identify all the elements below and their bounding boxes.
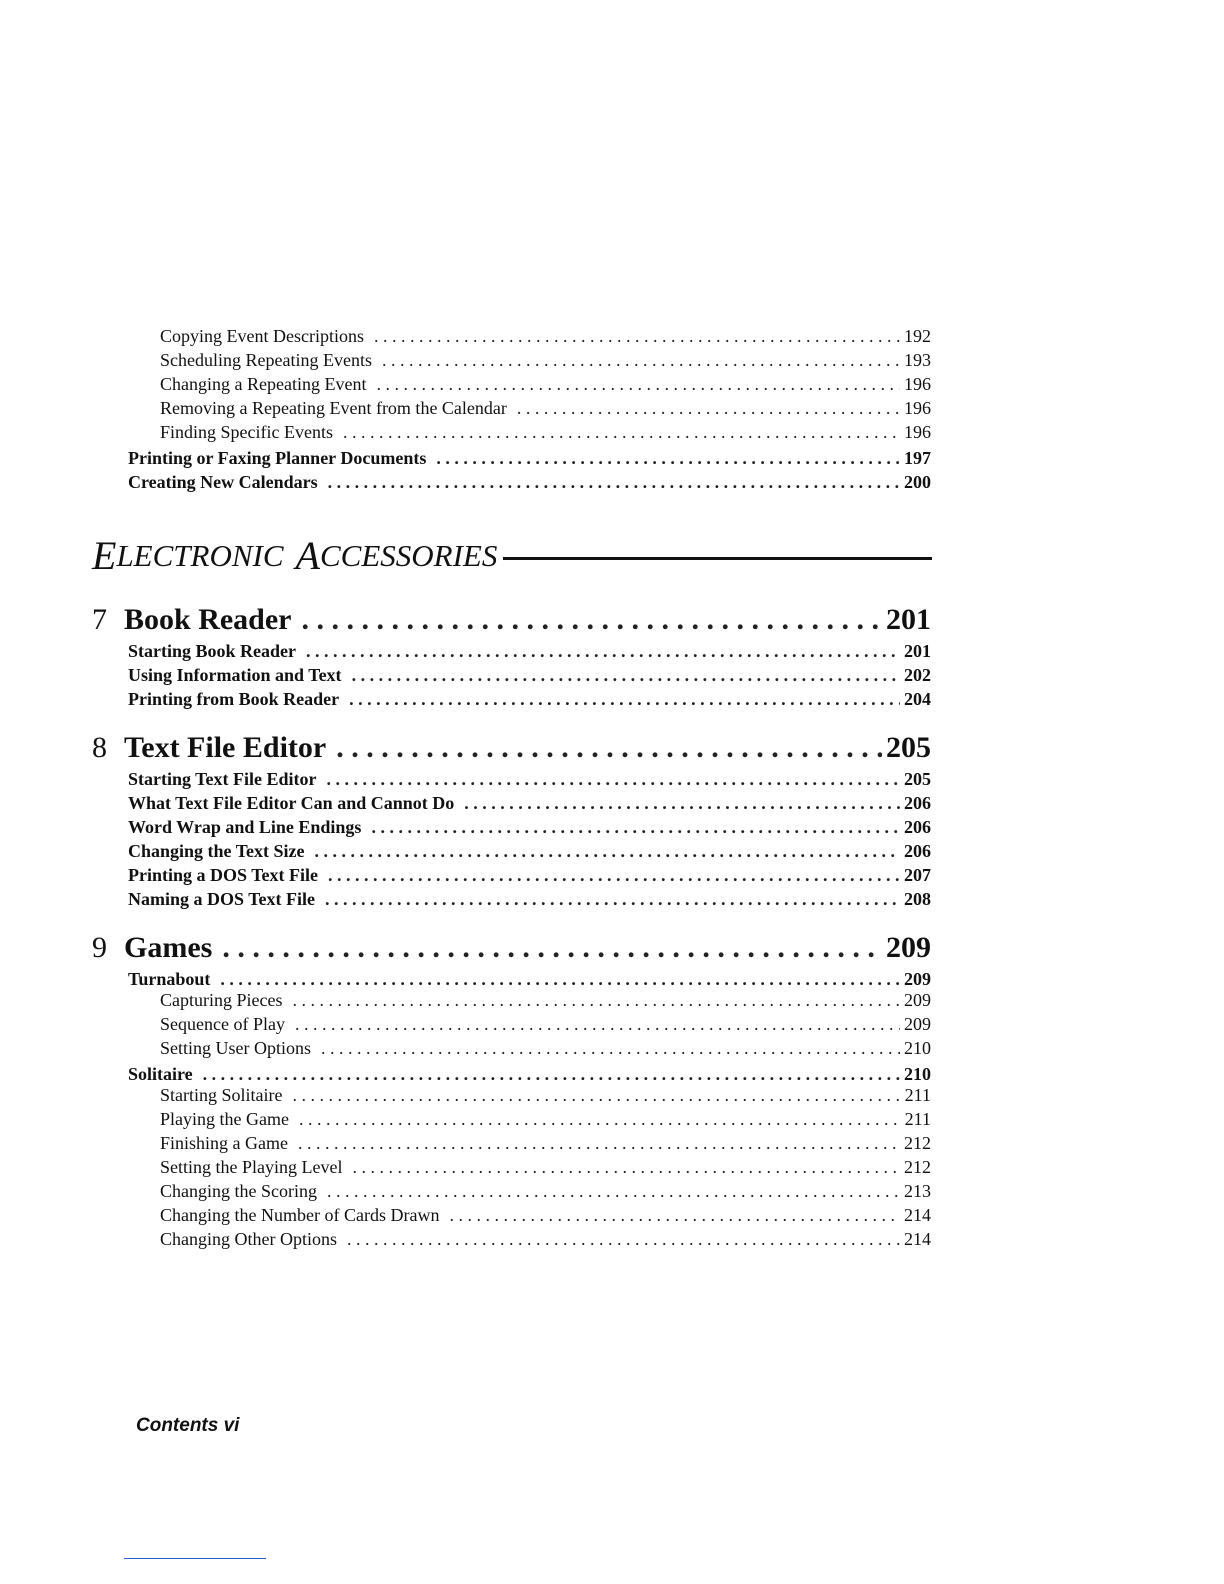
- dot-leader: [220, 969, 900, 990]
- toc-entry-page: 205: [904, 769, 931, 789]
- toc-entry-changing-number-of-cards[interactable]: [160, 1205, 931, 1226]
- toc-entry-label: Word Wrap and Line Endings: [128, 817, 362, 837]
- toc-entry-page: 208: [904, 889, 931, 909]
- toc-entry-page: 214: [904, 1229, 931, 1249]
- toc-entry-label: Sequence of Play: [160, 1014, 285, 1034]
- dot-leader: [325, 889, 900, 910]
- toc-entry-page: 212: [904, 1133, 931, 1153]
- dot-leader: [292, 1085, 900, 1106]
- toc-entry-label: Solitaire: [128, 1064, 193, 1084]
- toc-entry-printing-dos-text-file[interactable]: [128, 865, 931, 886]
- toc-entry-scheduling-repeating-events[interactable]: [160, 350, 931, 371]
- toc-entry-solitaire[interactable]: [128, 1064, 931, 1085]
- dot-leader: [327, 1181, 900, 1202]
- toc-entry-label: Starting Text File Editor: [128, 769, 317, 789]
- toc-entry-label: Printing or Faxing Planner Documents: [128, 448, 427, 468]
- dot-leader: [349, 689, 900, 710]
- toc-entry-copying-event-descriptions[interactable]: [160, 326, 931, 347]
- toc-entry-label: Setting User Options: [160, 1038, 311, 1058]
- dot-leader: [306, 641, 900, 662]
- dot-leader: [449, 1205, 900, 1226]
- dot-leader: [347, 1229, 900, 1250]
- toc-entry-label: Turnabout: [128, 969, 211, 989]
- dot-leader: [371, 817, 900, 838]
- dot-leader: [222, 931, 882, 965]
- chapter-number: 9: [92, 931, 107, 964]
- dot-leader: [327, 769, 901, 790]
- toc-entry-page: 211: [904, 1109, 931, 1129]
- toc-entry-starting-solitaire[interactable]: [160, 1085, 931, 1106]
- page-bottom-rule: [124, 1558, 266, 1559]
- toc-entry-label: What Text File Editor Can and Cannot Do: [128, 793, 455, 813]
- toc-entry-page: 214: [904, 1205, 931, 1225]
- dot-leader: [203, 1064, 900, 1085]
- dot-leader: [298, 1133, 900, 1154]
- dot-leader: [299, 1109, 901, 1130]
- chapter-8-text-file-editor[interactable]: [92, 731, 931, 765]
- toc-entry-page: 206: [904, 793, 931, 813]
- toc-entry-page: 206: [904, 841, 931, 861]
- toc-entry-page: 196: [904, 422, 931, 442]
- toc-entry-label: Changing a Repeating Event: [160, 374, 367, 394]
- toc-entry-finding-specific-events[interactable]: [160, 422, 931, 443]
- toc-entry-page: 211: [904, 1085, 931, 1105]
- toc-entry-label: Naming a DOS Text File: [128, 889, 316, 909]
- toc-entry-printing-faxing-planner[interactable]: [128, 448, 931, 469]
- toc-entry-page: 192: [904, 326, 931, 346]
- toc-entry-page: 213: [904, 1181, 931, 1201]
- chapter-page: 205: [886, 731, 931, 764]
- toc-entry-page: 206: [904, 817, 931, 837]
- toc-entry-page: 209: [904, 990, 931, 1010]
- toc-entry-page: 209: [904, 969, 931, 989]
- dot-leader: [352, 665, 900, 686]
- toc-entry-what-text-file-editor-can-do[interactable]: [128, 793, 931, 814]
- toc-entry-page: 210: [904, 1038, 931, 1058]
- toc-entry-label: Starting Solitaire: [160, 1085, 283, 1105]
- toc-entry-page: 201: [904, 641, 931, 661]
- toc-entry-printing-from-book-reader[interactable]: [128, 689, 931, 710]
- dot-leader: [302, 603, 883, 637]
- toc-entry-label: Finishing a Game: [160, 1133, 288, 1153]
- chapter-title: Book Reader: [124, 603, 292, 636]
- section-heading-initial: E: [92, 533, 117, 578]
- toc-entry-word-wrap-line-endings[interactable]: [128, 817, 931, 838]
- section-heading-initial: A: [295, 533, 320, 578]
- toc-entry-page: 202: [904, 665, 931, 685]
- dot-leader: [352, 1157, 900, 1178]
- toc-entry-label: Using Information and Text: [128, 665, 342, 685]
- toc-entry-label: Removing a Repeating Event from the Calendar: [160, 398, 507, 418]
- toc-entry-using-information-text[interactable]: [128, 665, 931, 686]
- toc-entry-setting-user-options[interactable]: [160, 1038, 931, 1059]
- dot-leader: [328, 865, 900, 886]
- dot-leader: [328, 472, 900, 493]
- toc-entry-label: Printing a DOS Text File: [128, 865, 319, 885]
- chapter-page: 209: [886, 931, 931, 964]
- toc-entry-label: Changing the Text Size: [128, 841, 305, 861]
- chapter-page: 201: [886, 603, 931, 636]
- toc-entry-changing-repeating-event[interactable]: [160, 374, 931, 395]
- toc-entry-label: Setting the Playing Level: [160, 1157, 343, 1177]
- toc-entry-playing-the-game[interactable]: [160, 1109, 931, 1130]
- dot-leader: [315, 841, 900, 862]
- dot-leader: [382, 350, 900, 371]
- toc-entry-label: Starting Book Reader: [128, 641, 296, 661]
- toc-entry-starting-text-file-editor[interactable]: [128, 769, 931, 790]
- dot-leader: [464, 793, 900, 814]
- dot-leader: [436, 448, 900, 469]
- toc-entry-page: 196: [904, 398, 931, 418]
- toc-entry-starting-book-reader[interactable]: [128, 641, 931, 662]
- chapter-9-games[interactable]: [92, 931, 931, 965]
- toc-entry-finishing-a-game[interactable]: [160, 1133, 931, 1154]
- toc-entry-page: 196: [904, 374, 931, 394]
- dot-leader: [321, 1038, 900, 1059]
- toc-entry-label: Playing the Game: [160, 1109, 289, 1129]
- chapter-number: 8: [92, 731, 107, 764]
- toc-entry-page: 204: [904, 689, 931, 709]
- chapter-number: 7: [92, 603, 107, 636]
- dot-leader: [295, 1014, 900, 1035]
- dot-leader: [374, 326, 900, 347]
- toc-entry-label: Scheduling Repeating Events: [160, 350, 372, 370]
- toc-entry-page: 200: [904, 472, 931, 492]
- section-heading-rule: [503, 557, 932, 560]
- toc-entry-page: 209: [904, 1014, 931, 1034]
- toc-entry-capturing-pieces[interactable]: [160, 990, 931, 1011]
- toc-entry-page: 210: [904, 1064, 931, 1084]
- toc-entry-page: 197: [904, 448, 931, 468]
- dot-leader: [376, 374, 900, 395]
- toc-entry-changing-other-options[interactable]: [160, 1229, 931, 1250]
- toc-entry-page: 212: [904, 1157, 931, 1177]
- toc-entry-setting-playing-level[interactable]: [160, 1157, 931, 1178]
- section-heading-rest: LECTRONIC: [116, 537, 284, 573]
- toc-entry-creating-new-calendars[interactable]: [128, 472, 931, 493]
- page-footer: Contents vi: [136, 1415, 240, 1436]
- toc-entry-label: Copying Event Descriptions: [160, 326, 364, 346]
- dot-leader: [292, 990, 900, 1011]
- chapter-title: Text File Editor: [124, 731, 327, 764]
- toc-entry-changing-text-size[interactable]: [128, 841, 931, 862]
- toc-entry-label: Changing the Scoring: [160, 1181, 317, 1201]
- toc-entry-removing-repeating-event[interactable]: [160, 398, 931, 419]
- dot-leader: [336, 731, 882, 765]
- toc-entry-naming-dos-text-file[interactable]: [128, 889, 931, 910]
- toc-entry-sequence-of-play[interactable]: [160, 1014, 931, 1035]
- dot-leader: [343, 422, 900, 443]
- toc-entry-label: Creating New Calendars: [128, 472, 318, 492]
- toc-entry-label: Changing Other Options: [160, 1229, 337, 1249]
- toc-entry-page: 193: [904, 350, 931, 370]
- toc-entry-page: 207: [904, 865, 931, 885]
- toc-entry-label: Finding Specific Events: [160, 422, 333, 442]
- section-heading-electronic-accessories: [92, 532, 932, 579]
- toc-entry-label: Changing the Number of Cards Drawn: [160, 1205, 440, 1225]
- toc-entry-turnabout[interactable]: [128, 969, 931, 990]
- toc-entry-label: Capturing Pieces: [160, 990, 283, 1010]
- dot-leader: [517, 398, 900, 419]
- toc-entry-changing-the-scoring[interactable]: [160, 1181, 931, 1202]
- chapter-7-book-reader[interactable]: [92, 603, 931, 637]
- chapter-title: Games: [124, 931, 213, 964]
- section-heading-rest: CCESSORIES: [319, 537, 498, 573]
- toc-entry-label: Printing from Book Reader: [128, 689, 340, 709]
